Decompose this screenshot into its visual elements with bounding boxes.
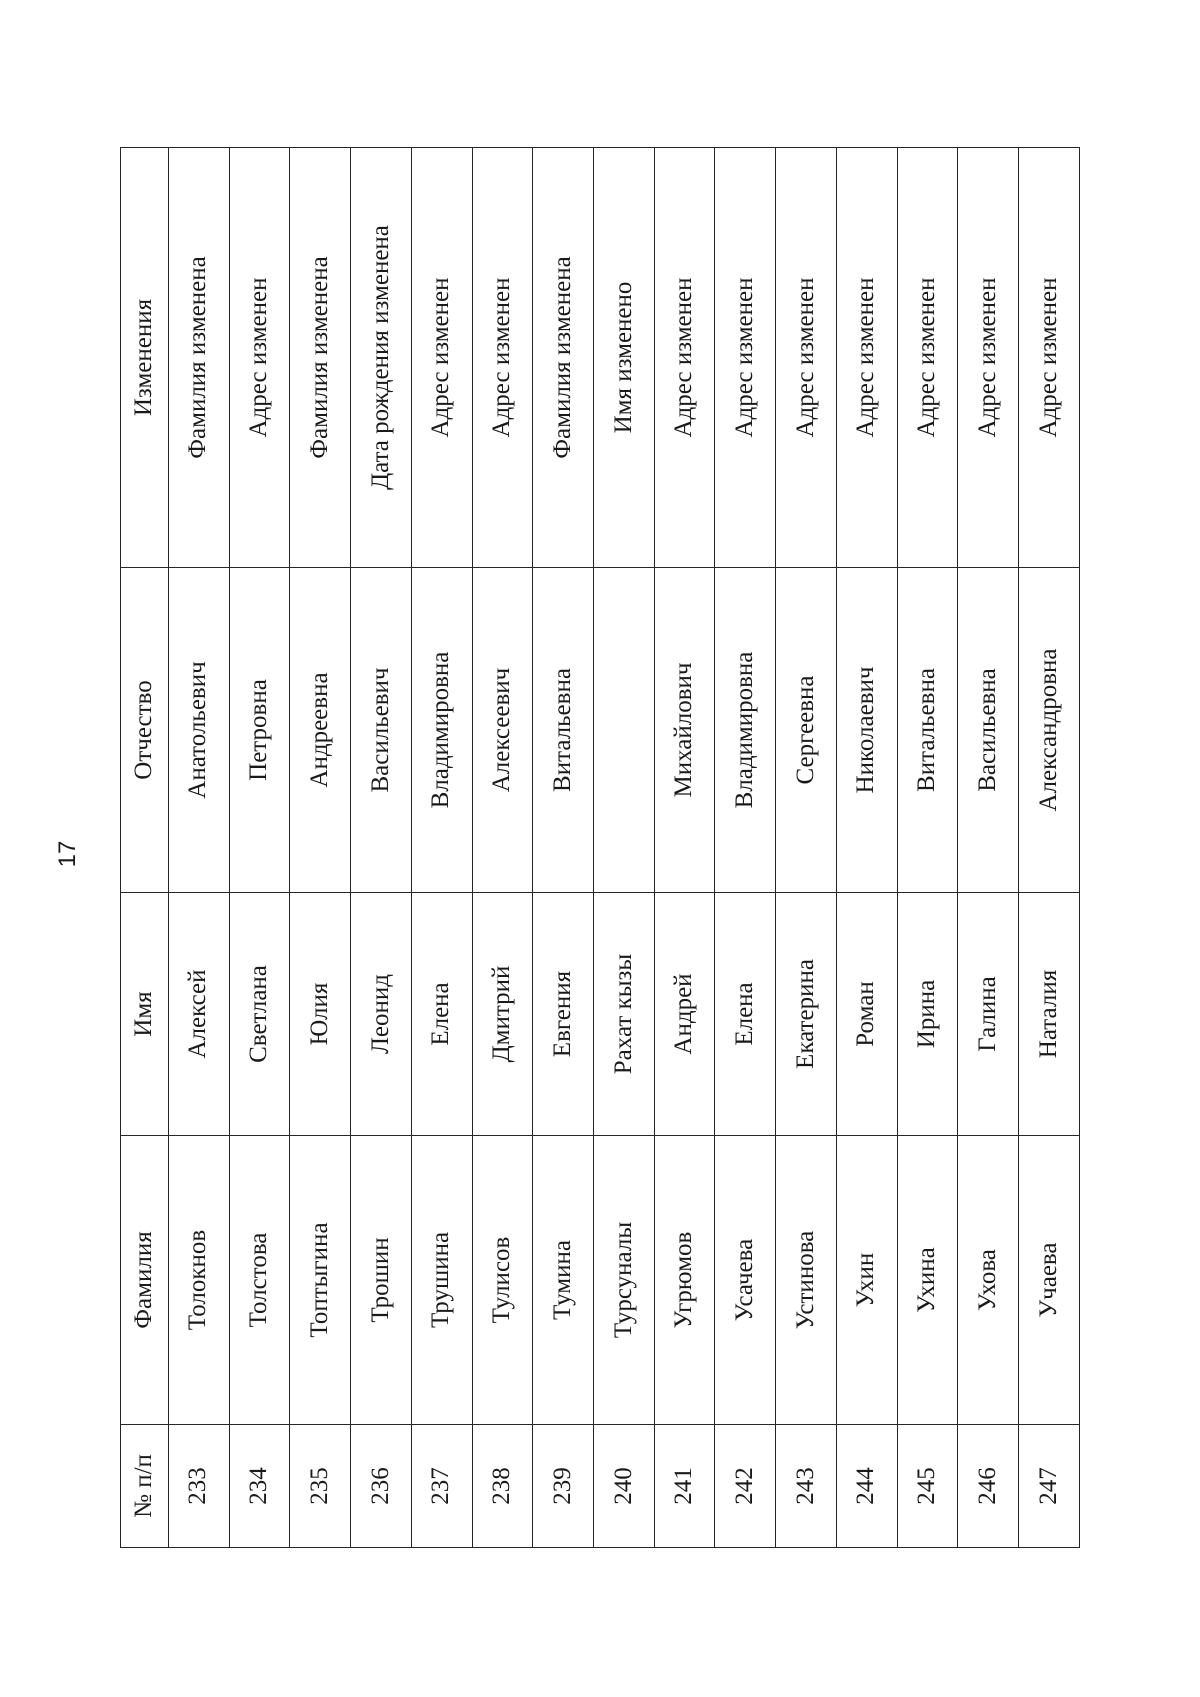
patronymic-cell: Александровна xyxy=(1019,568,1080,893)
table-row xyxy=(1019,148,1080,1548)
row-number-cell: 244 xyxy=(836,1425,897,1548)
row-number-cell: 239 xyxy=(533,1425,594,1548)
surname-cell: Тумина xyxy=(533,1136,594,1425)
surname-cell: Ухина xyxy=(897,1136,958,1425)
table-row xyxy=(290,148,351,1548)
surname-cell: Учаева xyxy=(1019,1136,1080,1425)
surname-cell: Усачева xyxy=(715,1136,776,1425)
row-number-cell: 237 xyxy=(411,1425,472,1548)
row-number-cell: 245 xyxy=(897,1425,958,1548)
row-number-cell: 243 xyxy=(776,1425,837,1548)
change-cell: Фамилия изменена xyxy=(533,148,594,568)
changes-table xyxy=(120,147,1080,1548)
header-surname: Фамилия xyxy=(121,1136,169,1425)
surname-cell: Ухин xyxy=(836,1136,897,1425)
table-row xyxy=(715,148,776,1548)
name-cell: Алексей xyxy=(169,893,230,1136)
table-row xyxy=(897,148,958,1548)
name-cell: Рахат кызы xyxy=(594,893,655,1136)
table-row xyxy=(411,148,472,1548)
change-cell: Адрес изменен xyxy=(229,148,290,568)
change-cell: Дата рождения изменена xyxy=(351,148,412,568)
patronymic-cell xyxy=(594,568,655,893)
surname-cell: Топтыгина xyxy=(290,1136,351,1425)
surname-cell: Угрюмов xyxy=(654,1136,715,1425)
table-row xyxy=(594,148,655,1548)
name-cell: Ирина xyxy=(897,893,958,1136)
change-cell: Адрес изменен xyxy=(958,148,1019,568)
name-cell: Галина xyxy=(958,893,1019,1136)
header-change: Изменения xyxy=(121,148,169,568)
table-row xyxy=(533,148,594,1548)
surname-cell: Турсуналы xyxy=(594,1136,655,1425)
patronymic-cell: Владимировна xyxy=(411,568,472,893)
table-row xyxy=(351,148,412,1548)
row-number-cell: 235 xyxy=(290,1425,351,1548)
change-cell: Фамилия изменена xyxy=(169,148,230,568)
name-cell: Евгения xyxy=(533,893,594,1136)
page-number: 17 xyxy=(54,840,81,868)
surname-cell: Трошин xyxy=(351,1136,412,1425)
name-cell: Роман xyxy=(836,893,897,1136)
row-number-cell: 233 xyxy=(169,1425,230,1548)
change-cell: Адрес изменен xyxy=(654,148,715,568)
row-number-cell: 238 xyxy=(472,1425,533,1548)
row-number-cell: 240 xyxy=(594,1425,655,1548)
row-number-cell: 247 xyxy=(1019,1425,1080,1548)
name-cell: Дмитрий xyxy=(472,893,533,1136)
rotated-table-container xyxy=(120,148,1080,1548)
patronymic-cell: Петровна xyxy=(229,568,290,893)
change-cell: Адрес изменен xyxy=(715,148,776,568)
surname-cell: Толстова xyxy=(229,1136,290,1425)
change-cell: Адрес изменен xyxy=(1019,148,1080,568)
name-cell: Елена xyxy=(715,893,776,1136)
patronymic-cell: Михайлович xyxy=(654,568,715,893)
surname-cell: Тулисов xyxy=(472,1136,533,1425)
name-cell: Наталия xyxy=(1019,893,1080,1136)
row-number-cell: 246 xyxy=(958,1425,1019,1548)
change-cell: Фамилия изменена xyxy=(290,148,351,568)
row-number-cell: 242 xyxy=(715,1425,776,1548)
table-row xyxy=(776,148,837,1548)
row-number-cell: 236 xyxy=(351,1425,412,1548)
table-header-row xyxy=(121,148,169,1548)
table-row xyxy=(654,148,715,1548)
patronymic-cell: Витальевна xyxy=(533,568,594,893)
row-number-cell: 234 xyxy=(229,1425,290,1548)
change-cell: Адрес изменен xyxy=(836,148,897,568)
name-cell: Елена xyxy=(411,893,472,1136)
patronymic-cell: Алексеевич xyxy=(472,568,533,893)
header-patronymic: Отчество xyxy=(121,568,169,893)
patronymic-cell: Николаевич xyxy=(836,568,897,893)
surname-cell: Ухова xyxy=(958,1136,1019,1425)
patronymic-cell: Андреевна xyxy=(290,568,351,893)
patronymic-cell: Васильевна xyxy=(958,568,1019,893)
change-cell: Адрес изменен xyxy=(776,148,837,568)
change-cell: Адрес изменен xyxy=(897,148,958,568)
row-number-cell: 241 xyxy=(654,1425,715,1548)
table-row xyxy=(229,148,290,1548)
name-cell: Светлана xyxy=(229,893,290,1136)
patronymic-cell: Васильевич xyxy=(351,568,412,893)
name-cell: Леонид xyxy=(351,893,412,1136)
header-number: № п/п xyxy=(121,1425,169,1548)
name-cell: Андрей xyxy=(654,893,715,1136)
surname-cell: Устинова xyxy=(776,1136,837,1425)
change-cell: Адрес изменен xyxy=(411,148,472,568)
header-name: Имя xyxy=(121,893,169,1136)
table-row xyxy=(958,148,1019,1548)
name-cell: Екатерина xyxy=(776,893,837,1136)
patronymic-cell: Анатольевич xyxy=(169,568,230,893)
change-cell: Адрес изменен xyxy=(472,148,533,568)
surname-cell: Трушина xyxy=(411,1136,472,1425)
table-row xyxy=(836,148,897,1548)
table-row xyxy=(169,148,230,1548)
patronymic-cell: Сергеевна xyxy=(776,568,837,893)
patronymic-cell: Владимировна xyxy=(715,568,776,893)
surname-cell: Толокнов xyxy=(169,1136,230,1425)
change-cell: Имя изменено xyxy=(594,148,655,568)
table-row xyxy=(472,148,533,1548)
patronymic-cell: Витальевна xyxy=(897,568,958,893)
table-body xyxy=(169,148,1080,1548)
name-cell: Юлия xyxy=(290,893,351,1136)
